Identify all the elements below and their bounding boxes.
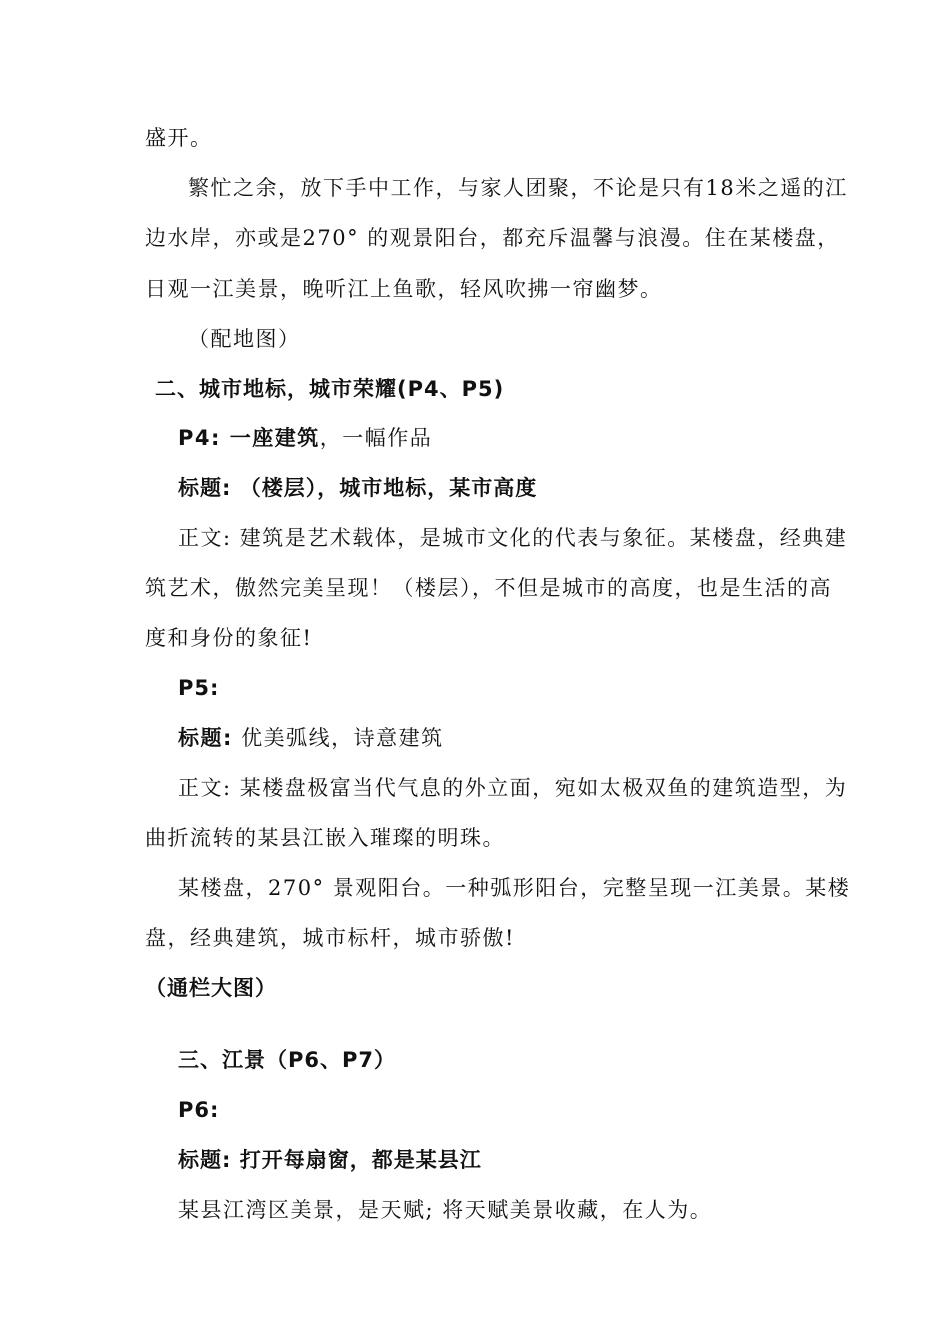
title-line <box>178 724 444 752</box>
title-line: 标题: 打开每扇窗，都是某县江 <box>178 1148 482 1172</box>
image-placeholder-note: （通栏大图） <box>145 976 277 1000</box>
paragraph-line: 边水岸，亦或是270° 的观景阳台，都充斥温馨与浪漫。住在某楼盘， <box>145 226 840 250</box>
page-label: P6: <box>178 1098 220 1122</box>
page-label: P5: <box>178 676 220 700</box>
body-line: 某县江湾区美景，是天赋; 将天赋美景收藏，在人为。 <box>178 1198 713 1222</box>
body-line: 曲折流转的某县江嵌入璀璨的明珠。 <box>145 826 505 850</box>
title-line: 标题: （楼层），城市地标，某市高度 <box>178 476 538 500</box>
title-label: 标题: <box>178 726 233 750</box>
page-subheading-bold: P4: 一座建筑 <box>178 426 320 450</box>
body-line: 某楼盘，270° 景观阳台。一种弧形阳台，完整呈现一江美景。某楼 <box>178 876 851 900</box>
page-subheading-rest: ，一幅作品 <box>319 426 433 450</box>
paragraph-line: 日观一江美景，晚听江上鱼歌，轻风吹拂一帘幽梦。 <box>145 277 663 301</box>
body-line: 盘，经典建筑，城市标杆，城市骄傲! <box>145 926 515 950</box>
body-line: 筑艺术，傲然完美呈现！（楼层），不但是城市的高度，也是生活的高 <box>145 576 832 600</box>
body-line: 度和身份的象征! <box>145 626 313 650</box>
section-heading: 三、江景（P6、P7） <box>178 1048 397 1072</box>
image-placeholder-note: （配地图） <box>188 327 301 351</box>
title-text: 优美弧线，诗意建筑 <box>232 726 444 750</box>
paragraph-line: 繁忙之余，放下手中工作，与家人团聚，不论是只有18米之遥的江 <box>188 176 848 200</box>
body-line: 正文: 建筑是艺术载体，是城市文化的代表与象征。某楼盘，经典建 <box>178 526 848 550</box>
body-line: 正文: 某楼盘极富当代气息的外立面，宛如太极双鱼的建筑造型，为 <box>178 776 848 800</box>
paragraph-end-line: 盛开。 <box>145 126 213 150</box>
section-heading: 二、城市地标，城市荣耀(P4、P5) <box>155 377 505 401</box>
page-subheading <box>178 424 432 452</box>
